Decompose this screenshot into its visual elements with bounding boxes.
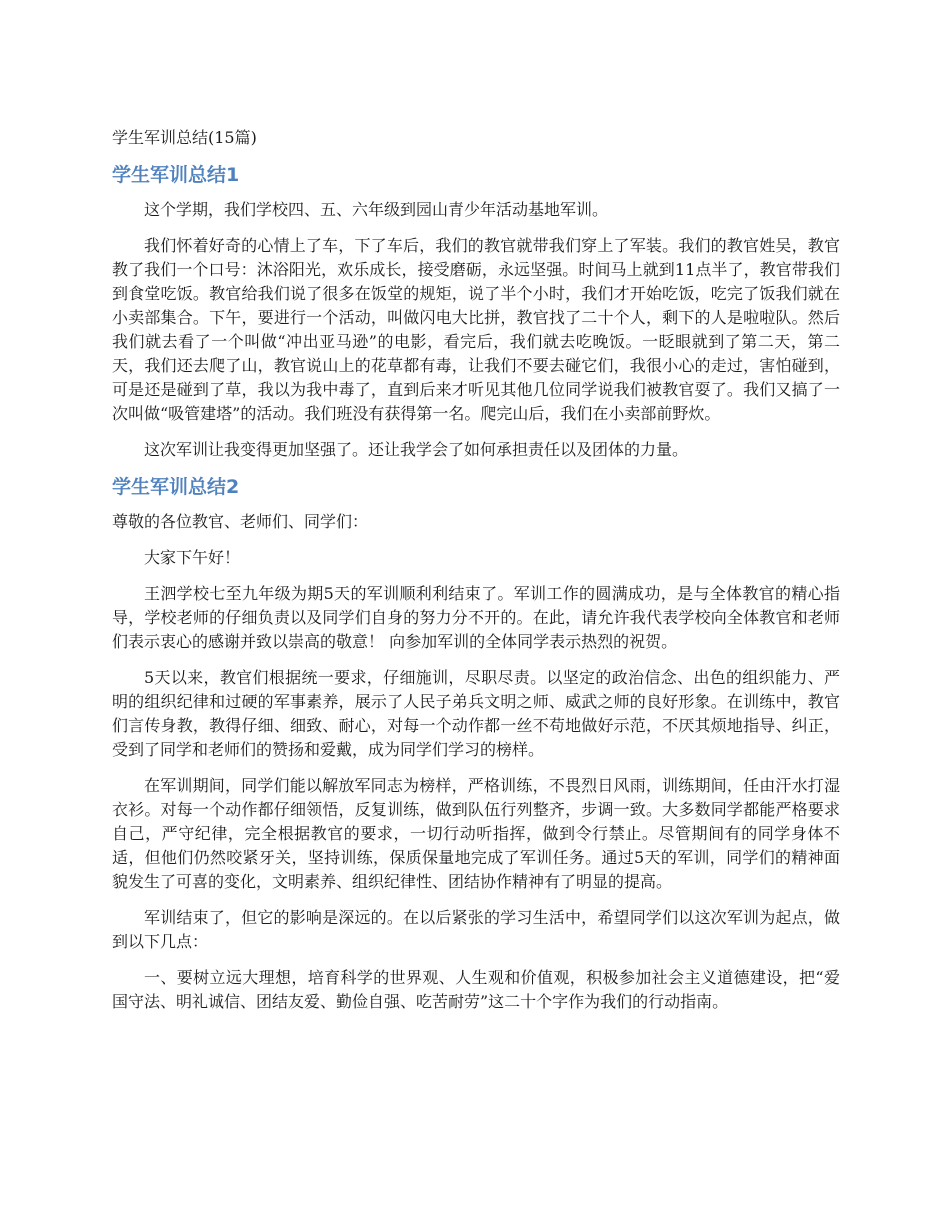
section-heading: 学生军训总结2 — [112, 476, 240, 498]
paragraph: 这次军训让我变得更加坚强了。还让我学会了如何承担责任以及团体的力量。 — [144, 440, 689, 459]
section-1 — [112, 162, 840, 462]
section-2 — [112, 474, 840, 1014]
salutation: 尊敬的各位教官、老师们、同学们： — [112, 512, 369, 531]
document-title: 学生军训总结(15篇) — [112, 128, 257, 147]
paragraph: 大家下午好！ — [144, 548, 241, 567]
section-heading: 学生军训总结1 — [112, 164, 240, 186]
paragraph: 军训结束了，但它的影响是深远的。在以后紧张的学习生活中，希望同学们以这次军训为起点，做到以下几点： — [112, 908, 840, 951]
paragraph: 王泗学校七至九年级为期5天的军训顺利利结束了。军训工作的圆满成功，是与全体教官的精心指导，学校老师的仔细负责以及同学们自身的努力分不开的。在此，请允许我代表学校向全体教官和老师们表示衷心的感谢并致以崇高的敬意！ 向参加军训的全体同学表示热烈的祝贺。 — [112, 584, 840, 651]
paragraph: 5天以来，教官们根据统一要求，仔细施训，尽职尽责。以坚定的政治信念、出色的组织能力、严明的组织纪律和过硬的军事素养，展示了人民子弟兵文明之师、威武之师的良好形象。在训练中，教官们言传身教，教得仔细、细致、耐心，对每一个动作都一丝不苟地做好示范，不厌其烦地指导、纠正，受到了同学和老师们的赞扬和爱戴，成为同学们学习的榜样。 — [112, 668, 840, 759]
paragraph: 一、要树立远大理想，培育科学的世界观、人生观和价值观，积极参加社会主义道德建设，把“爱国守法、明礼诚信、团结友爱、勤俭自强、吃苦耐劳”这二十个字作为我们的行动指南。 — [112, 968, 840, 1011]
document-page — [112, 126, 840, 1026]
paragraph: 我们怀着好奇的心情上了车，下了车后，我们的教官就带我们穿上了军装。我们的教官姓吴，教官教了我们一个口号：沐浴阳光，欢乐成长，接受磨砺，永远坚强。时间马上就到11点半了，教官带我们到食堂吃饭。教官给我们说了很多在饭堂的规矩，说了半个小时，我们才开始吃饭，吃完了饭我们就在小卖部集合。下午，要进行一个活动，叫做闪电大比拼，教官找了二十个人，剩下的人是啦啦队。然后我们就去看了一个叫做“冲出亚马逊”的电影，看完后，我们就去吃晚饭。一眨眼就到了第二天，第二天，我们还去爬了山，教官说山上的花草都有毒，让我们不要去碰它们，我很小心的走过，害怕碰到，可是还是碰到了草，我以为我中毒了，直到后来才听见其他几位同学说我们被教官耍了。我们又搞了一次叫做“吸管建塔”的活动。我们班没有获得第一名。爬完山后，我们在小卖部前野炊。 — [112, 236, 840, 423]
paragraph: 在军训期间，同学们能以解放军同志为榜样，严格训练，不畏烈日风雨，训练期间，任由汗水打湿衣衫。对每一个动作都仔细领悟，反复训练，做到队伍行列整齐，步调一致。大多数同学都能严格要求自己，严守纪律，完全根据教官的要求，一切行动听指挥，做到令行禁止。尽管期间有的同学身体不适，但他们仍然咬紧牙关，坚持训练，保质保量地完成了军训任务。通过5天的军训，同学们的精神面貌发生了可喜的变化，文明素养、组织纪律性、团结协作精神有了明显的提高。 — [112, 776, 840, 891]
paragraph: 这个学期，我们学校四、五、六年级到园山青少年活动基地军训。 — [144, 200, 609, 219]
